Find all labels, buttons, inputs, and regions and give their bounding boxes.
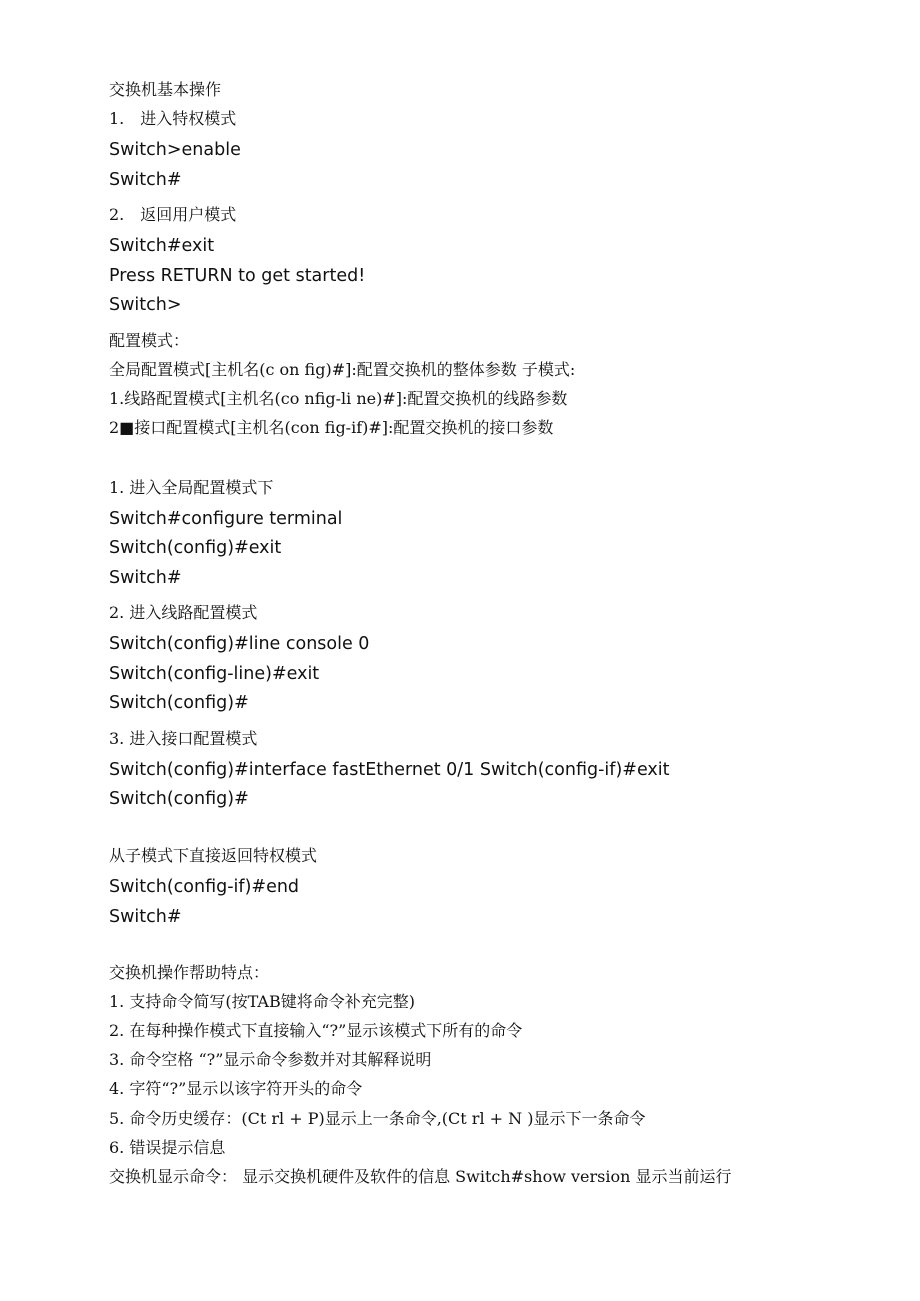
section-heading: 配置模式： xyxy=(109,331,190,350)
paragraph: 2■接口配置模式[主机名(con fig-if)#]:配置交换机的接口参数 xyxy=(109,418,554,437)
command-line: Press RETURN to get started! xyxy=(109,266,366,286)
command-line: Switch(config)#line console 0 xyxy=(109,634,370,654)
section-heading: 交换机操作帮助特点： xyxy=(109,963,270,982)
command-line: Switch(config-line)#exit xyxy=(109,664,320,684)
command-line: Switch#configure terminal xyxy=(109,509,343,529)
section-heading: 2. 返回用户模式 xyxy=(109,205,237,224)
command-line: Switch(config)# xyxy=(109,789,249,809)
list-item: 2. 在每种操作模式下直接输入“?”显示该模式下所有的命令 xyxy=(109,1021,523,1040)
command-line: Switch(config-if)#end xyxy=(109,877,300,897)
list-item: 3. 命令空格 “?”显示命令参数并对其解释说明 xyxy=(109,1050,432,1069)
section-heading: 2. 进入线路配置模式 xyxy=(109,603,258,622)
section-heading: 1. 进入特权模式 xyxy=(109,109,237,128)
command-line: Switch# xyxy=(109,568,182,588)
command-line: Switch>enable xyxy=(109,140,241,160)
section-heading: 1. 进入全局配置模式下 xyxy=(109,478,274,497)
list-item: 5. 命令历史缓存：(Ct rl + P)显示上一条命令,(Ct rl + N )显示下一条命令 xyxy=(109,1109,646,1128)
paragraph: 全局配置模式[主机名(c on fig)#]:配置交换机的整体参数 子模式: xyxy=(109,360,576,379)
command-line: Switch(config)# xyxy=(109,693,249,713)
list-item: 4. 字符“?”显示以该字符开头的命令 xyxy=(109,1079,363,1098)
list-item: 1. 支持命令简写(按TAB键将命令补充完整) xyxy=(109,992,415,1011)
command-line: Switch(config)#exit xyxy=(109,538,282,558)
section-heading: 从子模式下直接返回特权模式 xyxy=(109,846,318,865)
command-line: Switch(config)#interface fastEthernet 0/1 Switch(config-if)#exit xyxy=(109,760,670,780)
doc-title: 交换机基本操作 xyxy=(109,80,222,99)
command-line: Switch#exit xyxy=(109,236,215,256)
command-line: Switch# xyxy=(109,170,182,190)
section-heading: 3. 进入接口配置模式 xyxy=(109,729,258,748)
command-line: Switch# xyxy=(109,907,182,927)
command-line: Switch> xyxy=(109,295,182,315)
paragraph: 交换机显示命令： 显示交换机硬件及软件的信息 Switch#show version 显示当前运行 xyxy=(109,1167,732,1186)
paragraph: 1.线路配置模式[主机名(co nfig-li ne)#]:配置交换机的线路参数 xyxy=(109,389,568,408)
list-item: 6. 错误提示信息 xyxy=(109,1138,226,1157)
